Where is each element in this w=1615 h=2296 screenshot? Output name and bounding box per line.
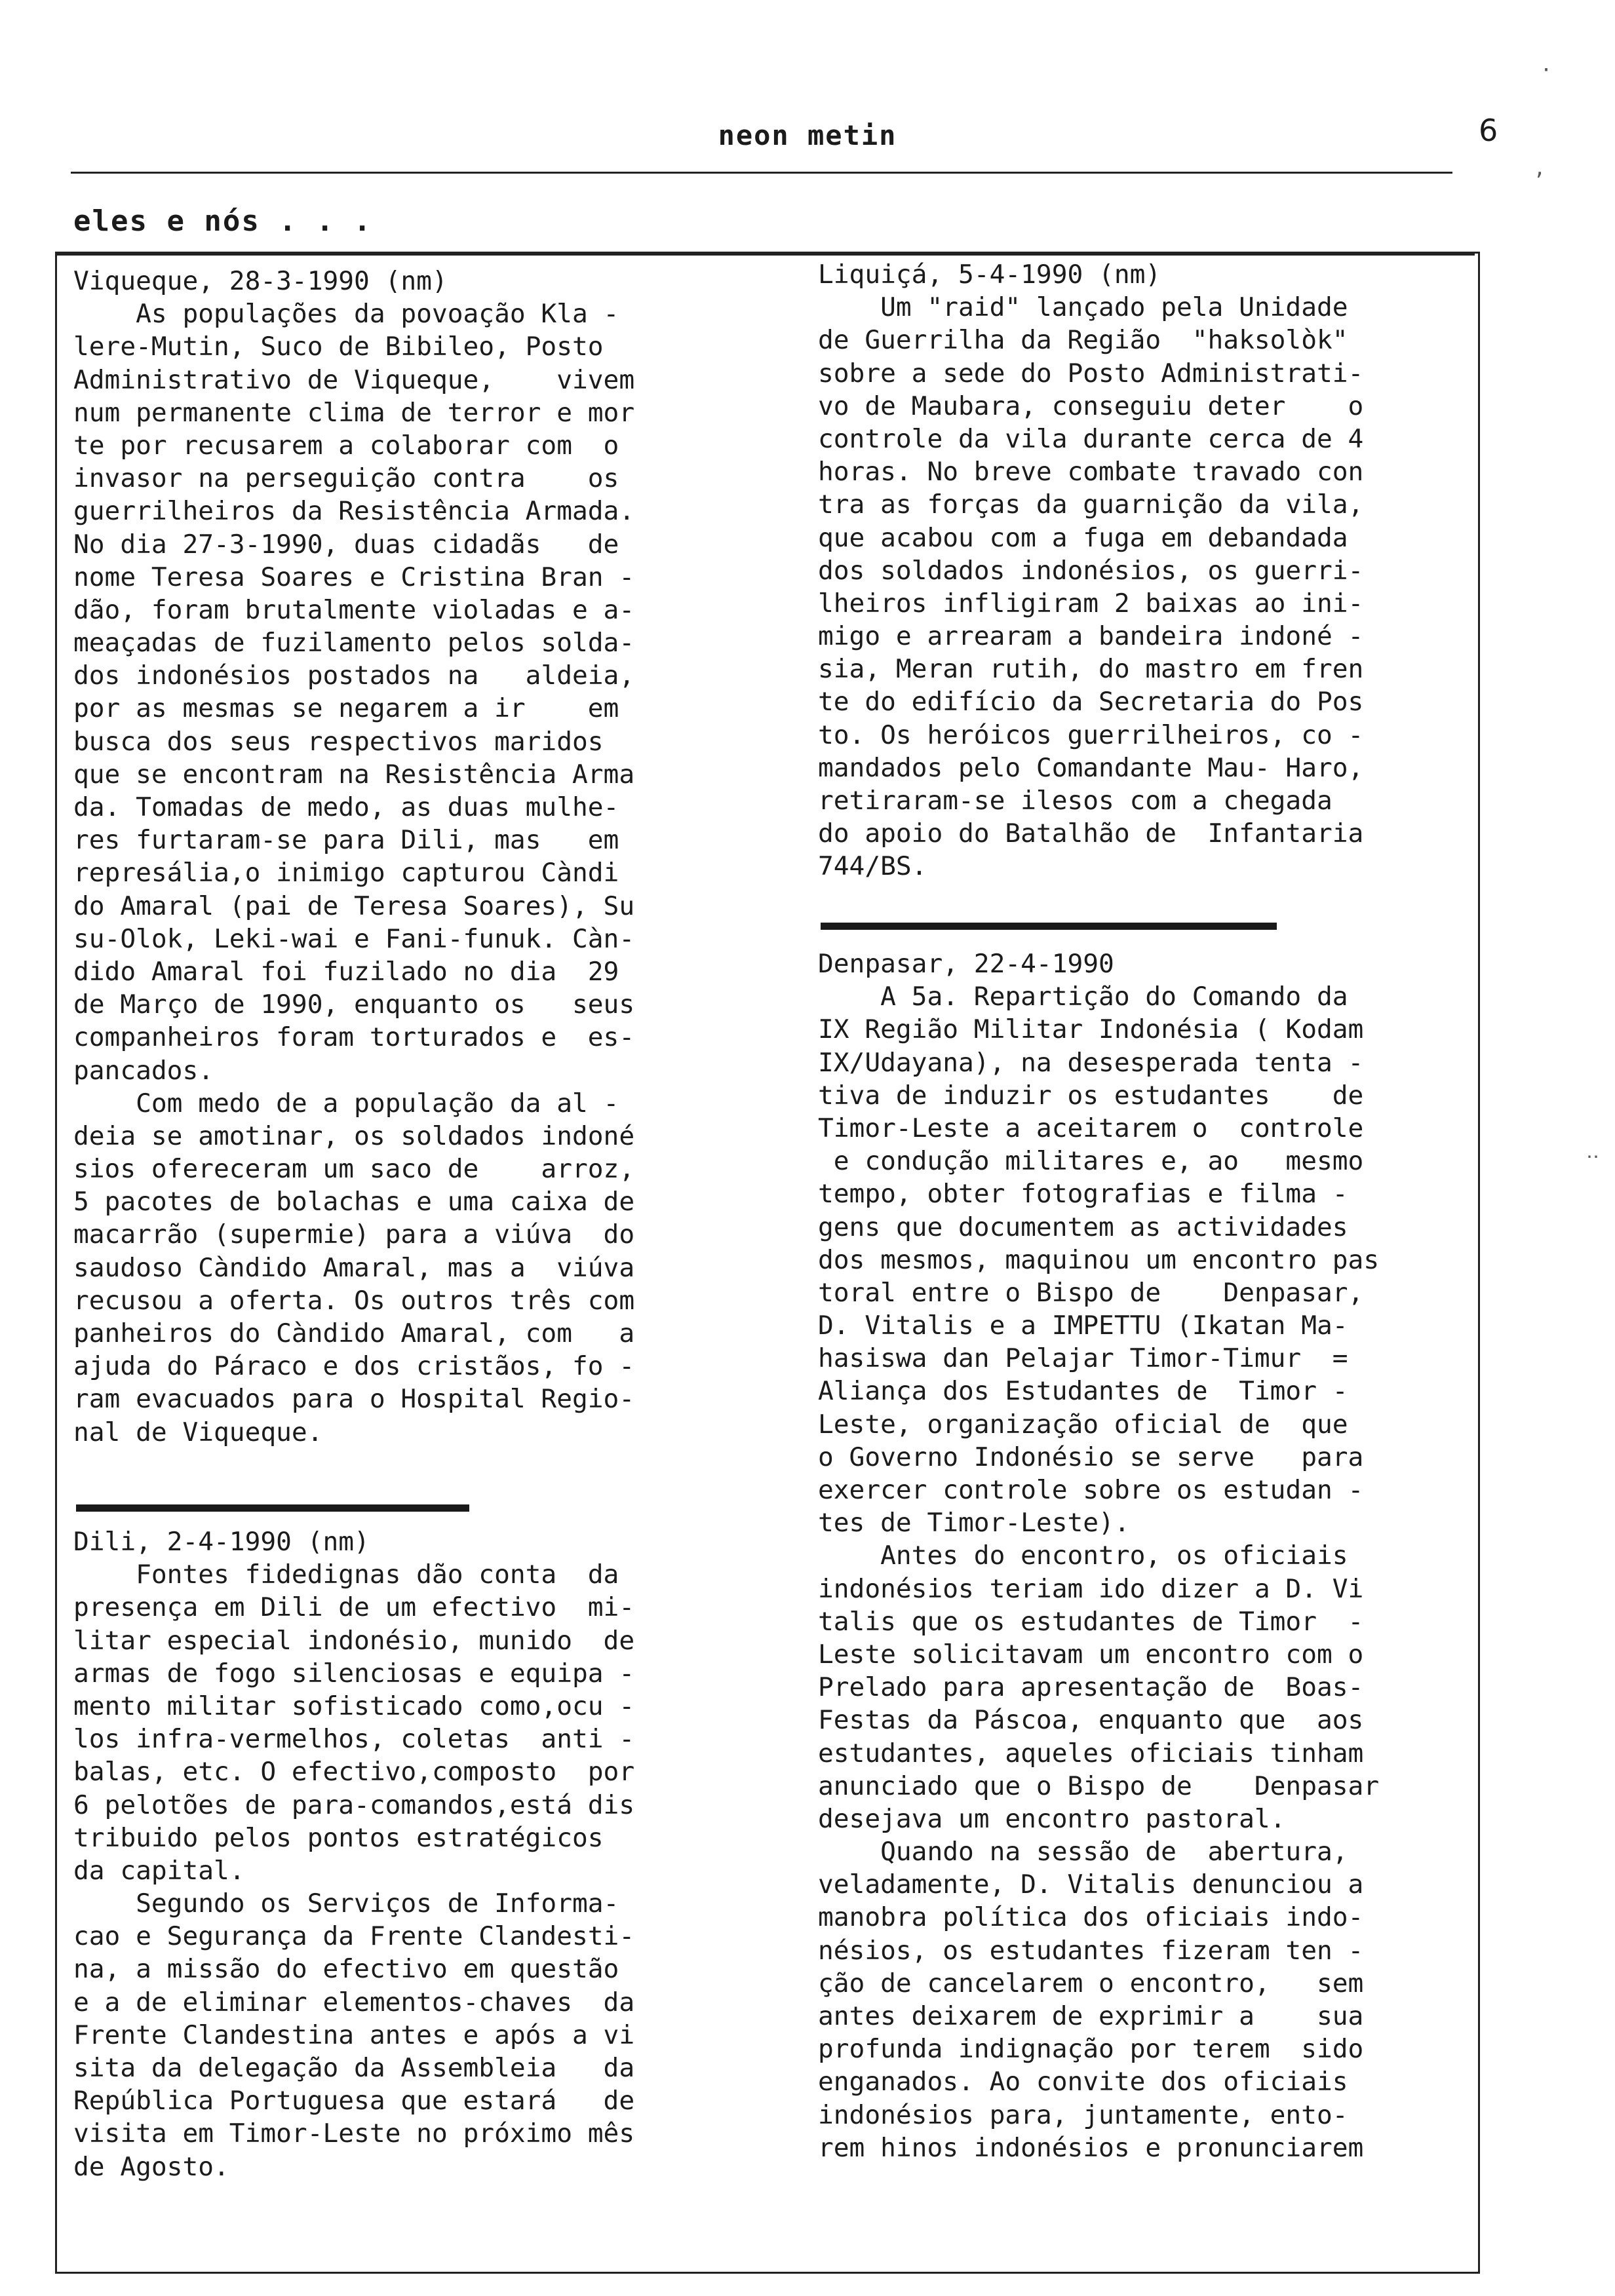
article-line: da capital.: [73, 1855, 245, 1886]
article-line: antes deixarem de exprimir a sua: [818, 2001, 1364, 2031]
article-line: indonésios teriam ido dizer a D. Vi: [818, 1573, 1364, 1604]
article-line: na, a missão do efectivo em questão: [73, 1954, 619, 1985]
article-line: los infra-vermelhos, coletas anti -: [73, 1724, 635, 1755]
article-line: lere-Mutin, Suco de Bibileo, Posto: [73, 332, 604, 362]
article-line: lheiros infligiram 2 baixas ao ini-: [818, 588, 1364, 619]
article-line: nome Teresa Soares e Cristina Bran -: [73, 562, 635, 592]
scan-mark: ‥: [1586, 1140, 1600, 1163]
article-line: horas. No breve combate travado con: [818, 457, 1364, 488]
article-line: talis que os estudantes de Timor -: [818, 1606, 1364, 1637]
article-line: su-Olok, Leki-wai e Fani-funuk. Càn-: [73, 923, 635, 954]
article-divider: [76, 1504, 469, 1512]
article-dateline: Viqueque, 28-3-1990 (nm): [73, 266, 448, 296]
article-line: República Portuguesa que estará de: [73, 2086, 635, 2116]
article-line: tempo, obter fotografias e filma -: [818, 1179, 1348, 1210]
article-line: Antes do encontro, os oficiais: [818, 1540, 1348, 1571]
article-line: por as mesmas se negarem a ir em: [73, 693, 619, 724]
scan-mark: ·: [1540, 59, 1553, 82]
article-line: D. Vitalis e a IMPETTU (Ikatan Ma-: [818, 1311, 1348, 1341]
article-line: 6 pelotões de para-comandos,está dis: [73, 1789, 635, 1820]
article-line: indonésios para, juntamente, ento-: [818, 2099, 1348, 2130]
article-dili: [73, 1525, 634, 2183]
article-line: recusou a oferta. Os outros três com: [73, 1285, 635, 1316]
article-line: cao e Segurança da Frente Clandesti-: [73, 1921, 635, 1952]
article-line: saudoso Càndido Amaral, mas a viúva: [73, 1252, 635, 1283]
header-rule: [71, 172, 1452, 174]
article-denpasar: [818, 947, 1379, 2164]
article-line: que se encontram na Resistência Arma: [73, 759, 635, 790]
article-line: Timor-Leste a aceitarem o controle: [818, 1113, 1364, 1143]
article-line: busca dos seus respectivos maridos: [73, 726, 604, 757]
article-line: do apoio do Batalhão de Infantaria: [818, 818, 1364, 849]
article-line: visita em Timor-Leste no próximo mês: [73, 2118, 635, 2149]
article-line: te do edifício da Secretaria do Pos: [818, 687, 1364, 718]
article-line: de Guerrilha da Região "haksolòk": [818, 325, 1348, 356]
article-line: anunciado que o Bispo de Denpasar: [818, 1770, 1380, 1801]
article-line: sia, Meran rutih, do mastro em fren: [818, 654, 1364, 685]
article-line: profunda indignação por terem sido: [818, 2034, 1364, 2065]
article-line: A 5a. Repartição do Comando da: [818, 982, 1348, 1012]
article-line: nésios, os estudantes fizeram ten -: [818, 1935, 1364, 1966]
article-line: pancados.: [73, 1055, 214, 1086]
article-line: companheiros foram torturados e es-: [73, 1022, 635, 1053]
frame-top-thick-rule: [56, 252, 1475, 256]
article-line: toral entre o Bispo de Denpasar,: [818, 1277, 1364, 1308]
article-line: retiraram-se ilesos com a chegada: [818, 786, 1333, 816]
article-viqueque: [73, 265, 634, 1449]
article-line: veladamente, D. Vitalis denunciou a: [818, 1869, 1364, 1900]
article-line: IX/Udayana), na desesperada tenta -: [818, 1047, 1364, 1078]
article-line: tes de Timor-Leste).: [818, 1508, 1130, 1539]
article-line: do Amaral (pai de Teresa Soares), Su: [73, 890, 635, 921]
article-line: invasor na perseguição contra os: [73, 463, 619, 494]
article-line: res furtaram-se para Dili, mas em: [73, 825, 619, 856]
article-line: de Março de 1990, enquanto os seus: [73, 989, 635, 1020]
article-line: macarrão (supermie) para a viúva do: [73, 1219, 635, 1250]
article-line: Segundo os Serviços de Informa-: [73, 1888, 619, 1919]
article-line: Festas da Páscoa, enquanto que aos: [818, 1705, 1364, 1736]
article-line: Prelado para apresentação de Boas-: [818, 1672, 1364, 1703]
article-line: armas de fogo silenciosas e equipa -: [73, 1658, 635, 1689]
article-line: dos indonésios postados na aldeia,: [73, 660, 635, 691]
article-line: dão, foram brutalmente violadas e a-: [73, 594, 635, 625]
article-line: Leste solicitavam um encontro com o: [818, 1639, 1364, 1670]
article-line: dos mesmos, maquinou um encontro pas: [818, 1244, 1380, 1275]
article-line: guerrilheiros da Resistência Armada.: [73, 496, 635, 527]
article-line: No dia 27-3-1990, duas cidadãs de: [73, 529, 619, 560]
article-dateline: Denpasar, 22-4-1990: [818, 949, 1114, 979]
scan-mark: ,: [1534, 157, 1546, 180]
article-line: que acabou com a fuga em debandada: [818, 522, 1348, 553]
article-line: desejava um encontro pastoral.: [818, 1803, 1286, 1834]
article-line: dos soldados indonésios, os guerri-: [818, 555, 1364, 586]
article-line: sios ofereceram um saco de arroz,: [73, 1154, 635, 1185]
article-line: te por recusarem a colaborar com o: [73, 430, 619, 461]
article-dateline: Liquiçá, 5-4-1990 (nm): [818, 259, 1161, 290]
article-line: sobre a sede do Posto Administrati-: [818, 358, 1364, 389]
article-line: presença em Dili de um efectivo mi-: [73, 1592, 635, 1623]
article-line: manobra política dos oficiais indo-: [818, 1902, 1364, 1933]
article-line: e a de eliminar elementos-chaves da: [73, 1987, 635, 2018]
article-line: Frente Clandestina antes e após a vi: [73, 2019, 635, 2050]
article-line: meaçadas de fuzilamento pelos solda-: [73, 628, 635, 659]
article-line: ção de cancelarem o encontro, sem: [818, 1968, 1364, 1999]
article-line: dido Amaral foi fuzilado no dia 29: [73, 956, 619, 987]
article-line: Quando na sessão de abertura,: [818, 1837, 1348, 1867]
article-line: to. Os heróicos guerrilheiros, co -: [818, 719, 1364, 750]
article-line: tra as forças da guarnição da vila,: [818, 489, 1364, 520]
article-line: Com medo de a população da al -: [73, 1088, 619, 1119]
article-line: represália,o inimigo capturou Càndi: [73, 858, 619, 889]
article-line: Leste, organização oficial de que: [818, 1409, 1348, 1440]
article-line: enganados. Ao convite dos oficiais: [818, 2067, 1348, 2097]
article-line: Administrativo de Viqueque, vivem: [73, 364, 635, 395]
article-dateline: Dili, 2-4-1990 (nm): [73, 1527, 370, 1557]
article-line: rem hinos indonésios e pronunciarem: [818, 2132, 1364, 2163]
article-line: controle da vila durante cerca de 4: [818, 423, 1364, 454]
article-line: panheiros do Càndido Amaral, com a: [73, 1318, 635, 1349]
article-line: balas, etc. O efectivo,composto por: [73, 1757, 635, 1788]
article-line: Um "raid" lançado pela Unidade: [818, 292, 1348, 323]
article-line: estudantes, aqueles oficiais tinham: [818, 1738, 1364, 1769]
article-line: de Agosto.: [73, 2151, 229, 2182]
article-line: Fontes fidedignas dão conta da: [73, 1559, 619, 1590]
article-line: ajuda do Páraco e dos cristãos, fo -: [73, 1351, 635, 1382]
section-heading: eles e nós . . .: [73, 204, 372, 238]
article-line: deia se amotinar, os soldados indoné: [73, 1120, 635, 1151]
article-line: tribuido pelos pontos estratégicos: [73, 1822, 604, 1853]
article-liquica: [818, 258, 1363, 883]
article-line: ram evacuados para o Hospital Regio-: [73, 1384, 635, 1415]
article-line: litar especial indonésio, munido de: [73, 1625, 635, 1656]
article-line: exercer controle sobre os estudan -: [818, 1475, 1364, 1505]
article-line: tiva de induzir os estudantes de: [818, 1080, 1364, 1111]
article-line: da. Tomadas de medo, as duas mulhe-: [73, 792, 619, 822]
article-line: migo e arrearam a bandeira indoné -: [818, 621, 1364, 652]
article-line: sita da delegação da Assembleia da: [73, 2053, 635, 2083]
article-line: mandados pelo Comandante Mau- Haro,: [818, 752, 1364, 783]
publication-title: neon metin: [718, 119, 897, 151]
article-line: e condução militares e, ao mesmo: [818, 1146, 1364, 1177]
article-line: vo de Maubara, conseguiu deter o: [818, 391, 1364, 421]
page-number: 6: [1479, 113, 1498, 148]
article-line: o Governo Indonésio se serve para: [818, 1442, 1364, 1472]
article-line: Aliança dos Estudantes de Timor -: [818, 1376, 1348, 1407]
article-line: 5 pacotes de bolachas e uma caixa de: [73, 1187, 635, 1217]
article-line: hasiswa dan Pelajar Timor-Timur =: [818, 1343, 1348, 1374]
article-line: num permanente clima de terror e mor: [73, 397, 635, 428]
article-line: mento militar sofisticado como,ocu -: [73, 1691, 635, 1721]
article-line: As populações da povoação Kla -: [73, 299, 619, 330]
article-divider: [821, 923, 1277, 930]
article-line: nal de Viqueque.: [73, 1417, 323, 1447]
article-line: gens que documentem as actividades: [818, 1212, 1348, 1242]
article-line: 744/BS.: [818, 851, 927, 882]
article-line: IX Região Militar Indonésia ( Kodam: [818, 1014, 1364, 1045]
